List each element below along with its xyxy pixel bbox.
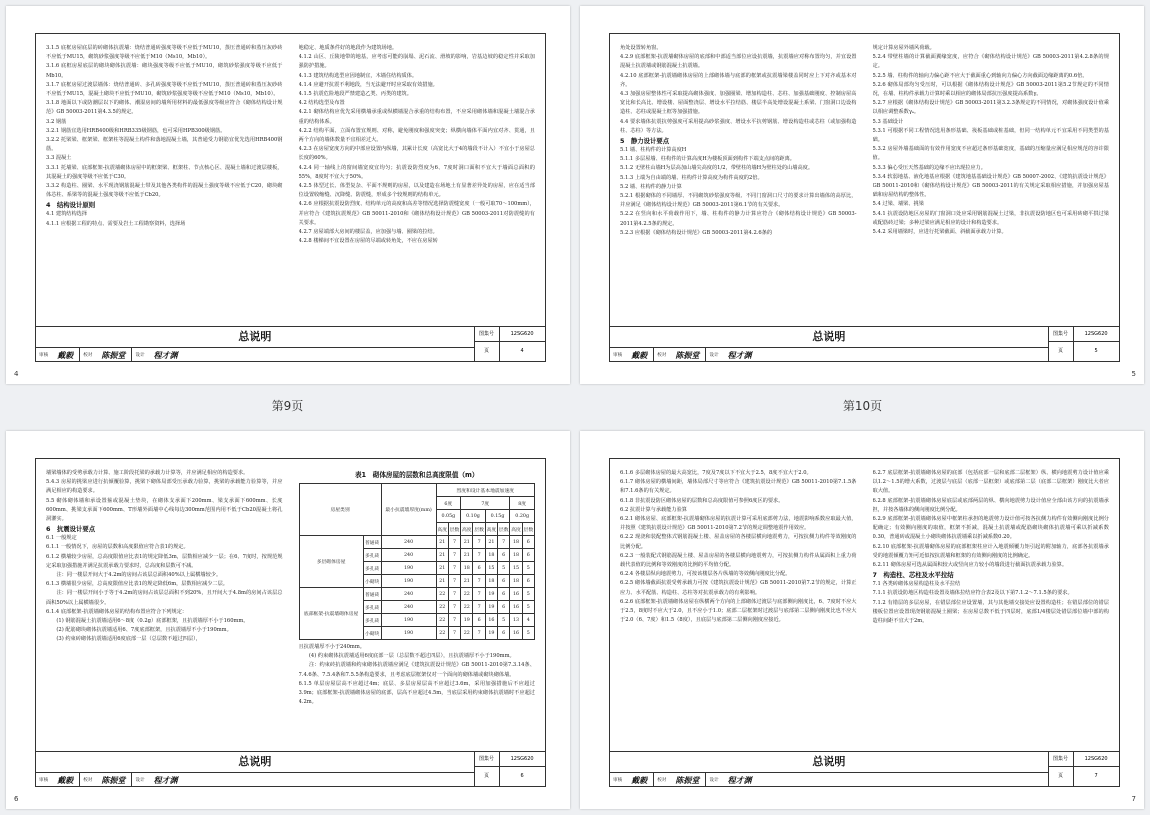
paragraph: 5.4.2 采用墙梁时，应进行托梁截面、斜截面承载力计算。: [872, 229, 1007, 236]
table-cell: 7: [448, 536, 460, 549]
paragraph: 3.2.1 钢筋宜选用HRB400级和HRB335级钢筋，也可采用HPB300级钢筋。: [46, 127, 226, 134]
page-label-9: 第9页: [271, 399, 304, 413]
paragraph: 4.1.2 山区、丘陵地带的地基，应考虑可能的崩塌、泥石流、滑坡的影响，岩基边坡的稳定性并采取加强防护措施。: [298, 54, 535, 70]
paragraph: 4.2.9 底部框架-抗震墙砌体房屋的底部和中部适当部位应设抗震墙，抗震墙应对称布置均匀，并宜设置混凝土抗震墙或钢筋混凝土抗震墙。: [620, 54, 857, 70]
column-header: 层数: [522, 523, 534, 536]
paragraph: 5.2.3 应根据《砌体结构设计规范》GB 50003-2011第4.2.6条的: [620, 229, 773, 236]
paragraph: 5.4 过梁、墙梁、挑梁: [872, 201, 924, 208]
table-cell: 7: [448, 614, 460, 627]
signature: 戴毅: [57, 774, 74, 785]
text-columns: [46, 469, 535, 748]
column-header: 8度: [510, 497, 535, 510]
text-column-right: [299, 44, 536, 323]
title-block: [36, 326, 545, 361]
paragraph: 5.1.2 无壁柱山墙H为层高加山墙尖高度的1/2，带壁柱的墙H为壁柱处的山墙高度。: [620, 165, 814, 172]
document-page-5: [580, 6, 1144, 384]
paragraph: 墙梁墙体的受剪承载力计算、施工阶段托梁的承载力计算等，并应满足相应的构造要求。: [46, 470, 249, 476]
signature: 陈振堂: [675, 349, 700, 360]
atlas-number: 12SG620: [1073, 752, 1119, 767]
atlas-number: 12SG620: [1073, 327, 1119, 342]
paragraph: 6.2.9 底部框架-抗震墙砌体房屋中框架柱承担的地震剪力设计值可按各抗侧力构件有效侧向刚度比例分配确定；有效侧向刚度的取值，框架不折减，混凝土抗震墙或配筋砌块砌体抗震墙可乘以折减系数0.30，普通砖或混凝土小砌块砌体抗震墙乘以折减系数0.20。: [872, 516, 1109, 541]
title-block-page-number: 6: [520, 773, 524, 779]
page-number-label: 页: [474, 766, 500, 786]
paragraph: (4) 约束砌体抗震墙适用6度底部一层（总层数不超过四层），且抗震墙厚不小于190mm。: [298, 653, 515, 660]
page-number: 7: [1131, 795, 1136, 803]
text-columns: [620, 469, 1109, 748]
column-header: 最小抗震墙厚度(mm): [381, 484, 436, 536]
paragraph: 3.2.2 托梁梁、框架梁、框架柱等混凝土构件和落地混凝土墙，其普通受力钢筋宜优先选用HRB400钢筋。: [46, 137, 283, 153]
table-cell: 6: [498, 549, 510, 562]
table-cell: 18: [485, 575, 497, 588]
text-columns: [620, 44, 1109, 323]
paragraph: 5.4.3 房屋的挑梁应进行抗倾覆验算，挑梁下砌体局部受压承载力验算，挑梁的承载能力验算等，并应满足相应的构造要求。: [46, 479, 283, 495]
table-cell: 6: [522, 549, 534, 562]
table-cell: 6: [498, 627, 510, 640]
paragraph: 7.1.2 有错层的多层房屋，在错层部位应设置墙，其与其他墙交接处应设置构造柱；在错层部位的错层楼板位置应设置现浇钢筋混凝土圈梁；在房屋总数不低于四层时，底部1/4楼层处错层部位墙中部的构造柱间距不宜大于2m。: [872, 599, 1109, 625]
table-cell: 普通砖: [363, 588, 381, 601]
atlas-number-label: 图集号: [1048, 327, 1074, 342]
table-cell: 5: [522, 601, 534, 614]
table-cell: 22: [436, 588, 448, 601]
paragraph: 地稳定、地质条件好的地段作为建筑场地。: [298, 45, 398, 51]
paragraph: 5.1.1 多层屋墙、柱构件的计算高度H为楼板顶面到构件下端支点间的距离。: [620, 156, 795, 163]
column-header: 层数: [448, 523, 460, 536]
paragraph: 5.3.2 房屋外墙基础面的有效作用宽度不应超过条形基础宽度，基础的压缩量应满足相应规范的容许限值。: [872, 146, 1109, 162]
paragraph: 4.1.3 建筑结构选型应因地制宜，木墙住结构质体。: [298, 72, 418, 79]
signature: 程才渊: [153, 349, 178, 360]
table-cell: 5: [498, 614, 510, 627]
signature: 程才渊: [727, 774, 752, 785]
table-cell: 7: [473, 549, 485, 562]
page-frame: [35, 458, 546, 787]
text-column-right: [299, 469, 536, 748]
table-cell: 6: [522, 575, 534, 588]
table-cell: 22: [436, 627, 448, 640]
table-cell: 7: [448, 562, 460, 575]
paragraph: 6.1 一般规定: [46, 535, 77, 542]
table-cell: 240: [381, 601, 436, 614]
paragraph: 且抗震墙厚不小于240mm。: [298, 644, 365, 650]
table-cell: 19: [485, 627, 497, 640]
table-cell: 240: [381, 549, 436, 562]
column-header: 0.05g: [436, 510, 461, 523]
table-cell: 18: [485, 549, 497, 562]
section-heading: 7 构造柱、芯柱及水平拉结: [872, 571, 954, 580]
table-cell: 190: [381, 575, 436, 588]
table-cell: 6: [473, 562, 485, 575]
atlas-number: 12SG620: [499, 327, 545, 342]
table-cell: 7: [473, 601, 485, 614]
table-cell: 7: [448, 627, 460, 640]
table-cell: 普通砖: [363, 536, 381, 549]
paragraph: 6.2.11 砌体房屋可选从属面积较大或竖向应力较小的墙段进行截面抗震承载力验算。: [872, 562, 1068, 569]
paragraph: 4.2 结构选型及布置: [298, 100, 345, 107]
table-cell: 21: [461, 549, 473, 562]
paragraph: 6.1.4 底部框架-抗震墙砌体房屋的结构布置应符合下列规定：: [46, 608, 188, 615]
table-cell: 7: [448, 601, 460, 614]
table-cell: 21: [436, 562, 448, 575]
table-cell: 18: [461, 562, 473, 575]
paragraph: 7.1 各类砖砌体房屋构造柱及水平拉结: [872, 581, 961, 588]
paragraph: 角处设置转角窗。: [620, 45, 662, 51]
table-cell: 16: [510, 588, 522, 601]
paragraph: 5.2.6 砌体局部均匀受压时，可以根据《砌体结构设计规范》GB 50003-2011第5.2节规定的不同情况，在墙、柱构件承载力计算时乘以相应的砌体局部抗压强度提高系数γ。: [872, 81, 1109, 98]
paragraph: 3.2 钢筋: [46, 118, 67, 125]
table-cell: 15: [510, 562, 522, 575]
paragraph: 4.3 加强房屋整体性可采取提高砌体强度、加强圈梁、增加构造柱、芯柱、加强基础刚度、控制房屋高宽比和长高比、增设楼、屋面整浇层、增设水平拉结筋、楼层半高处增设混凝土系梁、门窗洞口边设构造柱、芯柱或混凝土框等加强措施。: [620, 91, 857, 116]
title-block-title: 总说明: [36, 327, 475, 347]
paragraph: 4.1.4 应避开抗震不利地段，当无法避开时应采取有效措施。: [298, 81, 438, 88]
role-label: 设计: [709, 778, 719, 783]
text-column-left: [620, 469, 857, 748]
paragraph: 4.4 要求墙体抗震抗剪强度可采用提高砂浆强度、增设水平抗剪钢筋、增设构造柱或芯柱（或加强构造柱、芯柱）等方法。: [620, 118, 857, 134]
text-columns: [46, 44, 535, 323]
paragraph: 3.1.5 底框房屋底层的砖砌体抗震墙：烧结普通砖强度等级不应低于MU10，蒸压普通砖和蒸压灰砂砖不应低于MU15，砌筑砂浆强度等级不应低于M10（Ms10，Mb10）。: [46, 45, 283, 61]
text-column-right: [873, 469, 1110, 748]
text-column-left: [46, 469, 283, 748]
table-cell: 7: [473, 536, 485, 549]
paragraph: 4.2.8 楼梯间不宜设置在房屋的尽端或转角处，不应在房屋转: [298, 238, 438, 245]
paragraph: 6.2.7 底层框架-抗震墙砌体房屋的底部（包括底部一层和底部二层框架）纵、横向地震剪力设计值应乘以1.2～1.5的增大系数，过渡层与底层（底部一层框架）或底部第二层（底部二层框架）刚度比大者应取大值。: [872, 470, 1109, 495]
paragraph: 4.2.4 同一轴线上的窗间墙宽度宜均匀；抗震设防烈度为6、7度时洞口面积不宜大于墙面总面积的55%，8度时不宜大于50%。: [298, 164, 535, 180]
paragraph: 6.1.6 多层砌体房屋的最大高宽比，7度及7度以下不宜大于2.5，8度不宜大于2.0。: [620, 470, 812, 476]
table-cell: 18: [510, 549, 522, 562]
column-header: 0.20g: [510, 510, 535, 523]
table-cell: 13: [510, 614, 522, 627]
document-page-6: [6, 431, 570, 809]
role-label: 审核: [39, 778, 49, 783]
table-cell: 22: [461, 627, 473, 640]
column-header: 烈度和设计基本地震加速度: [436, 484, 534, 497]
role-label: 设计: [135, 778, 145, 783]
table-cell: 19: [485, 601, 497, 614]
atlas-number-label: 图集号: [474, 752, 500, 767]
signature-row: [36, 347, 475, 362]
title-block-page-number: 7: [1094, 773, 1098, 779]
page-number-label: 页: [1048, 341, 1074, 361]
column-header: 房屋类别: [299, 484, 381, 536]
paragraph: 4.1.5 抗震危险地段严禁建造乙类、丙类的建筑。: [298, 91, 412, 98]
table-cell: 21: [436, 549, 448, 562]
column-header: 层数: [498, 523, 510, 536]
paragraph: 5.2.7 应根据《砌体结构设计规范》GB 50003-2011第3.2.3条规定的不同情况，对砌体强度设计值乘以相应调整系数γₐ。: [872, 100, 1109, 116]
paragraph: 5.3 基础设计: [872, 118, 904, 125]
table-cell: 多孔砖: [363, 601, 381, 614]
signature-row: [36, 772, 475, 787]
paragraph: 5.4.1 抗震设防地区房屋的门窗洞口处应采用钢筋混凝土过梁，非抗震设防地区也可采用砖砌平拱过梁或配筋砖过梁；多种过梁应满足相应的设计和构造要求。: [872, 210, 1109, 226]
table-cell: 6: [498, 588, 510, 601]
title-block-title: 总说明: [610, 327, 1049, 347]
title-block-title: 总说明: [36, 752, 475, 772]
paragraph: 4.2.5 体型过长、体型复杂、平面不规则的房屋，以及建造在场地土有显著差异处的房屋，应在适当部位设置收缩缝、沉降缝、防震缝，形成多个较规则的结构单元。: [298, 183, 535, 199]
table-cell: 190: [381, 614, 436, 627]
paragraph: 6.1.8 非抗震设防区砌体房屋的层数和总高度限值可参照6度区的要求。: [620, 497, 784, 504]
section-heading: 4 结构设计原则: [46, 201, 96, 210]
paragraph: 注：同一楼层开间大于4.2m的房间占该层总面积40%以上属横墙较少。: [46, 572, 222, 579]
table-cell: 多孔砖: [363, 562, 381, 575]
signature: 程才渊: [153, 774, 178, 785]
table-cell: 190: [381, 627, 436, 640]
table-cell: 7: [498, 536, 510, 549]
paragraph: 5.5 砌体砌体墙和承设置箍或混凝土垫块，在砌体支承面下200mm、梁支承面下600mm、长度600mm、挑梁支承面下600mm、T形墙外面墙中心线每边300mm范围内用不低于Cb20混凝土将孔洞灌实。: [46, 497, 283, 523]
atlas-number-label: 图集号: [1048, 752, 1074, 767]
column-header: 0.15g: [485, 510, 510, 523]
paragraph: 6.2.2 现浇和装配整体式钢筋混凝土楼、屋盖房屋的各楼层横向地震剪力，可按抗侧力构件等效刚度的比例分配。: [620, 534, 857, 550]
table-row: [299, 536, 535, 549]
paragraph: 规定计算房屋外墙风荷载。: [872, 45, 935, 51]
paragraph: (3) 约束砖砌体抗震墙适用6度底部一层（总层数不超过四层），: [46, 636, 201, 643]
signature: 戴毅: [631, 349, 648, 360]
paragraph: 6.1.3 横墙很少房屋，总高度限值应比表1的规定降低6m，层数相应减少二层。: [46, 581, 228, 588]
table-cell: 22: [461, 588, 473, 601]
table-cell: 19: [485, 588, 497, 601]
table-cell: 6: [473, 614, 485, 627]
paragraph: 6.2 抗震计算与承载能力验算: [620, 506, 687, 513]
paragraph: 6.2.5 砌体墙截面抗震受剪承载力可按《建筑抗震设计规范》GB 50011-2010第7.2节的规定，计算正应力、水平配筋、构造柱、芯柱等对抗震承载力的有利影响。: [620, 580, 857, 596]
page-number: 4: [14, 370, 19, 378]
column-header: 6度: [436, 497, 461, 510]
role-label: 设计: [135, 353, 145, 358]
paragraph: 4.2.1 砌体结构应优先采用横墙承重或纵横墙混合承重的结构布置，不应采用砌体墙和混凝土墙混合承重的结构体系。: [298, 109, 535, 125]
signature: 陈振堂: [101, 774, 126, 785]
paragraph: 6.1.5 单层房屋层高不应超过4m；底层、多层房屋层高不应超过3.6m，采用加强措施后不应超过3.9m；底部框架-抗震墙砌体房屋的底部，层高不应超过4.5m，当底层采用约束砌体抗震墙时不应超过4.2m。: [298, 680, 535, 706]
column-header: 高度: [485, 523, 497, 536]
paragraph: 4.2.2 结构平面、立面布置宜规则、对称，避免刚度和强度突变；纵横向墙体平面内宜对齐、贯通，且两个方向的墙体数量不宜相差过大。: [298, 127, 535, 144]
paragraph: 3.1.6 底框房屋底层的砌块砌体抗震墙：砌块强度等级不应低于MU10，砌筑砂浆强度等级不应低于Mb10。: [46, 63, 283, 79]
table-cell: 4: [522, 614, 534, 627]
page-number: 5: [1131, 370, 1136, 378]
atlas-number-label: 图集号: [474, 327, 500, 342]
paragraph: 7.1.1 抗震设防地区构造柱设置及墙体拉结应符合表2及以下第7.1.2～7.1.5条的要求。: [872, 590, 1073, 597]
text-column-left: [620, 44, 857, 323]
signature: 陈振堂: [101, 349, 126, 360]
table-cell: 21: [436, 575, 448, 588]
row-group-label: 多层砌体房屋: [299, 536, 363, 588]
paragraph: 4.1.1 应根据工程的特点、需要及岩土工程勘察资料，选择场: [46, 220, 186, 227]
table-cell: 19: [461, 614, 473, 627]
table-cell: 22: [436, 614, 448, 627]
signature: 程才渊: [727, 349, 752, 360]
page-label-10: 第10页: [842, 399, 883, 413]
table-cell: 5: [522, 562, 534, 575]
text-column-left: [46, 44, 283, 323]
title-block-title: 总说明: [610, 752, 1049, 772]
page-number-label: 页: [1048, 766, 1074, 786]
table-cell: 240: [381, 588, 436, 601]
paragraph: 6.1.7 砌体房屋的横墙间距，墙体局部尺寸等应符合《建筑抗震设计规范》GB 50011-2010第7.1.5条和7.1.6条的有关规定。: [620, 479, 857, 495]
table-cell: 21: [461, 536, 473, 549]
column-header: 高度: [510, 523, 522, 536]
title-block: [610, 751, 1119, 786]
table-row: [299, 588, 535, 601]
paragraph: 5.1.3 上端为自由端的墙、柱构件计算高度为构件高度的2倍。: [620, 174, 763, 181]
paragraph: 6.2.8 底部框架-抗震墙砌体房屋底层或底部两层的纵、横向地震剪力设计值应全部由该方向的抗震墙承担，并按各墙体的侧向刚度比例分配。: [872, 497, 1109, 513]
table-cell: 21: [461, 575, 473, 588]
document-page-4: [6, 6, 570, 384]
title-block: [36, 751, 545, 786]
table-cell: 22: [461, 601, 473, 614]
paragraph: 5.3.1 可根据不同工程情况选用条形基础、筏板基础或桩基础，但同一结构单元不宜采用不同类型的基础。: [872, 127, 1109, 144]
table-cell: 小砌块: [363, 575, 381, 588]
column-header: 高度: [461, 523, 473, 536]
paragraph: 4.2.3 在房屋宽度方向的中部应设置内纵墙，其累计长度（高宽比大于4的墙段不计入）不宜小于房屋总长度的60%。: [298, 146, 535, 162]
table-cell: 6: [498, 601, 510, 614]
table-cell: 5: [522, 627, 534, 640]
table-cell: 6: [522, 536, 534, 549]
table-cell: 16: [510, 627, 522, 640]
paragraph: 6.2.3 一般装配式钢筋混凝土楼、屋盖房屋的各楼层横向地震剪力，可按抗侧力构件从属面积上重力荷载代表值的比例和等效刚度的比例的平均值分配。: [620, 552, 857, 569]
paragraph: 3.1.7 底框房屋过渡层墙体：烧结普通砖、多孔砖强度等级不应低于MU10，蒸压普通砖和蒸压灰砂砖不应低于MU15，混凝土砌块不应低于MU10，砌筑砂浆强度等级不应低于M10（Ms10，Mb10）。: [46, 81, 283, 98]
role-label: 校对: [83, 778, 93, 783]
paragraph: (1) 钢筋混凝土抗震墙适用6～8度（0.2g）底部框架，且抗震墙厚不小于160mm。: [46, 618, 249, 625]
page-frame: [609, 33, 1120, 362]
paragraph: 4.1 建筑结构选择: [46, 211, 88, 218]
paragraph: 3.3 混凝土: [46, 155, 72, 162]
title-block-page-number: 5: [1094, 348, 1098, 354]
paragraph: 5.2 墙、柱构件的静力计算: [620, 183, 682, 190]
table-cell: 5: [498, 562, 510, 575]
role-label: 审核: [613, 778, 623, 783]
paragraph: 5.2.1 根据砌体的不同墙厚、不同砌筑砂浆强度等级、不同门窗洞口尺寸的要求计算出墙体的高厚比，并应满足《砌体结构设计规范》GB 50003-2011第6.1节的有关要求。: [620, 193, 857, 209]
table-cell: 18: [510, 536, 522, 549]
paragraph: 6.2.6 底部框架-抗震墙砌体房屋在纵横两个方向的上部砌体过渡层与底部侧向刚度比，6、7度时不应大于2.5，8度时不应大于2.0，且不应小于1.0；底部二层框架时过渡层与底部第二层侧向刚度比也不应大于2.0（6、7度）和1.5（8度），且底层与底部第二层侧向刚度应接近。: [620, 598, 857, 624]
role-label: 审核: [613, 353, 623, 358]
paragraph: 6.2.4 各楼层纵向地震剪力，可按该楼层各片纵墙的等效侧向刚度比分配。: [620, 571, 791, 578]
title-block: [610, 326, 1119, 361]
page-frame: [35, 33, 546, 362]
paragraph: 4.2.6 应根据抗震设防烈度、结构单元的高度和高差等情况选择防震缝宽度（一般可取70～100mm），并应符合《建筑抗震规范》GB 50011-2010和《砌体结构设计规范》GB 50003-2011对防震缝的有关要求。: [298, 201, 535, 226]
section-heading: 6 抗震设计要点: [46, 525, 96, 534]
height-limit-table: [299, 483, 536, 640]
paragraph: 4.2.7 房屋端部大房间的楼层盖，应加强与墙、圈梁的拉结。: [298, 229, 438, 236]
role-label: 设计: [709, 353, 719, 358]
page-number-label: 页: [474, 341, 500, 361]
table-cell: 7: [473, 575, 485, 588]
signature-row: [610, 347, 1049, 362]
paragraph: 5.1 墙、柱构件的计算高度H: [620, 147, 687, 154]
table-cell: 小砌块: [363, 627, 381, 640]
table-cell: 多孔砖: [363, 614, 381, 627]
role-label: 校对: [657, 353, 667, 358]
role-label: 校对: [83, 353, 93, 358]
table-cell: 15: [485, 562, 497, 575]
column-header: 7度: [461, 497, 510, 510]
table-cell: 多孔砖: [363, 549, 381, 562]
table-cell: 7: [448, 588, 460, 601]
table-cell: 21: [436, 536, 448, 549]
paragraph: 6.1.2 横墙较少房屋，总高度限值应比表1的规定降低3m，层数相应减少一层；在6、7度时，按规范规定采取加强措施并满足抗震承载力要求时，总高度和层数可不减。: [46, 553, 283, 569]
paragraph: (2) 配筋砌块砌体抗震墙适用6、7度底部框架，且抗震墙厚不小于190mm。: [46, 627, 232, 634]
role-label: 校对: [657, 778, 667, 783]
table-cell: 7: [473, 588, 485, 601]
table-cell: 16: [510, 601, 522, 614]
table-cell: 7: [473, 627, 485, 640]
table-cell: 21: [485, 536, 497, 549]
paragraph: 6.2.1 砌体房屋、底部框架-抗震墙砌体房屋的抗震计算可采用底部剪力法，地震影响系数应取最大值，并按照《建筑抗震设计规范》GB 50011-2010第7.2节的规定调整地震作用效应。: [620, 516, 857, 532]
table-cell: 7: [448, 575, 460, 588]
atlas-number: 12SG620: [499, 752, 545, 767]
title-block-page-number: 4: [520, 348, 524, 354]
table-cell: 16: [485, 614, 497, 627]
text-column-right: [873, 44, 1110, 323]
row-group-label: 底部框架-抗震墙砌体房屋: [299, 588, 363, 640]
table-cell: 18: [510, 575, 522, 588]
paragraph: 5.2.4 带壁柱墙的计算截面翼缘宽度，应符合《砌体结构设计规范》GB 50003-2011第4.2.8条的规定。: [872, 54, 1109, 70]
column-header: 层数: [473, 523, 485, 536]
signature: 戴毅: [631, 774, 648, 785]
table-cell: 6: [498, 575, 510, 588]
signature-row: [610, 772, 1049, 787]
paragraph: 注：约束砖抗震墙和约束砌体抗震墙应满足《建筑抗震设计规范》GB 50011-2010第7.3.14条、7.4.6条、7.5.4条和7.5.5条构造要求，且考虑底层框架仅对一个面向的砌体墙或砌块砌体墙。: [298, 662, 535, 678]
paragraph: 6.2.10 底部框架-抗震墙砌体房屋的底部框架柱应计入地震倾覆力矩引起的附加轴力，底部各抗震墙承受的地震倾覆力矩可近似按抗震墙和框架的有效侧向刚度的比例确定。: [872, 543, 1109, 559]
document-page-7: [580, 431, 1144, 809]
column-header: 0.10g: [461, 510, 486, 523]
page-frame: [609, 458, 1120, 787]
paragraph: 5.2.2 在竖向和水平荷载作用下，墙、柱构件的静力计算应符合《砌体结构设计规范》GB 50003-2011第4.2.5条的规定。: [620, 211, 857, 227]
column-header: 高度: [436, 523, 448, 536]
paragraph: 3.3.1 托墙梁、底部框架-抗震墙砌体房屋中的框架梁、框架柱、节点核心区、混凝土墙和过渡层楼板，其混凝土的强度等级不应低于C30。: [46, 164, 283, 180]
paragraph: 3.3.2 构造柱、圈梁、水平现浇钢筋混凝土带及其他各类构件的混凝土强度等级不应低于C20，砌块砌体芯柱、系梁等的混凝土强度等级不应低于Cb20。: [46, 183, 283, 199]
paragraph: 注：同一楼层开间小于等于4.2m的房间占该层总面积不到20%，且开间大于4.8m的房间占该层总面积50%以上属横墙很少。: [46, 590, 283, 606]
table-title: 表1 砌体房屋的层数和总高度限值（m）: [354, 471, 479, 479]
table-cell: 7: [448, 549, 460, 562]
table-cell: 5: [522, 588, 534, 601]
table-cell: 22: [436, 601, 448, 614]
signature: 戴毅: [57, 349, 74, 360]
paragraph: 5.3.3 偏心受压天然基础的边缘不应出现拉应力。: [872, 164, 986, 171]
signature: 陈振堂: [675, 774, 700, 785]
paragraph: 5.2.5 墙、柱构件的轴向力偏心距不应大于截面重心到轴向力偏心方向截面边缘距离的0.6倍。: [872, 72, 1088, 79]
section-heading: 5 静力设计要点: [620, 137, 670, 146]
table-cell: 240: [381, 536, 436, 549]
paragraph: 3.1.8 地面以下或防潮层以下的砌体、潮湿房间的墙所用材料的最低强度等级应符合《砌体结构设计规范》GB 50003-2011第4.3.5的规定。: [46, 100, 283, 116]
page-number: 6: [14, 795, 19, 803]
table-cell: 190: [381, 562, 436, 575]
paragraph: 4.2.10 底部框架-抗震墙砌体房屋的上部砌体墙与底部的框架或抗震墙梁楼盖同时应上下对齐或基本对齐。: [620, 72, 857, 88]
role-label: 审核: [39, 353, 49, 358]
paragraph: 6.1.1 一般情况下，房屋的层数和高度限值应符合表1的规定。: [46, 544, 189, 551]
paragraph: 5.3.4 软弱地基、液化地基应根据《建筑地基基础设计规范》GB 50007-2002、《建筑抗震设计规范》GB 50011-2010和《砌体结构设计规范》GB 50003-2011的有关规定采取相应措施，并加强房屋基础和房屋结构的整体性。: [872, 173, 1109, 199]
